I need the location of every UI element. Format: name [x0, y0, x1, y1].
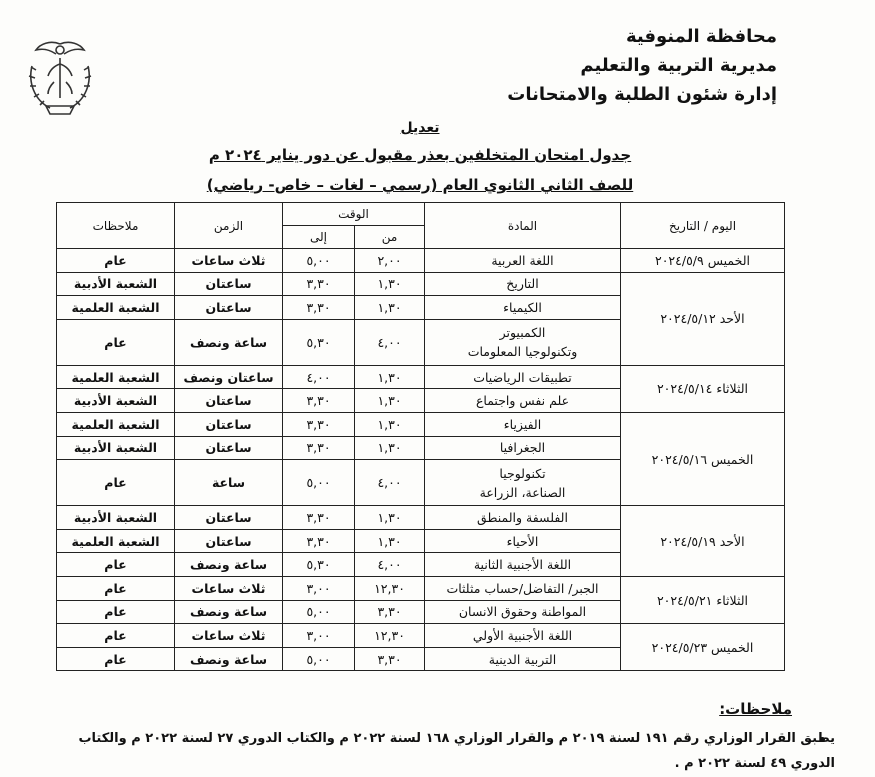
day-date-cell: الأحد ٢٠٢٤/٥/١٩	[621, 506, 785, 577]
subject-line: علم نفس واجتماع	[475, 393, 570, 409]
time-from-cell: ١٢,٣٠	[355, 576, 425, 600]
day-date-cell: الخميس ٢٠٢٤/٥/١٦	[621, 412, 785, 505]
time-from-cell: ١,٣٠	[355, 412, 425, 436]
notes-cell: عام	[57, 600, 175, 624]
time-to-cell: ٣,٣٠	[283, 436, 355, 460]
time-to-cell: ٥,٠٠	[283, 249, 355, 273]
time-to-cell: ٥,٠٠	[283, 600, 355, 624]
time-from-cell: ١,٣٠	[355, 436, 425, 460]
duration-cell: ساعة ونصف	[175, 647, 283, 671]
header-from: من	[355, 226, 425, 249]
subject-line: الكمبيوتر	[499, 325, 546, 341]
subject-line: اللغة الأجنبية الأولي	[472, 627, 573, 643]
duration-cell: ساعتان	[175, 529, 283, 553]
subject-line: الفيزياء	[503, 416, 542, 432]
subject-line: تطبيقات الرياضيات	[473, 369, 572, 385]
time-to-cell: ٤,٠٠	[283, 365, 355, 389]
notes-text: يطبق القرار الوزاري رقم ١٩١ لسنة ٢٠١٩ م والقرار الوزاري ١٦٨ لسنة ٢٠٢٢ م والكتاب الدوري ٢٧ لسنة ٢٠٢٢ م والكتاب الدوري ٤٩ لسنة ٢٠٢٢ م .	[78, 731, 835, 771]
department-name: إدارة شئون الطلبة والامتحانات	[507, 84, 777, 105]
subject-line: التربية الدينية	[488, 651, 557, 667]
notes-cell: عام	[57, 319, 175, 365]
notes-cell: الشعبة الأدبية	[57, 506, 175, 530]
directorate-header	[507, 22, 777, 109]
duration-cell: ساعتان ونصف	[175, 365, 283, 389]
duration-cell: ساعتان	[175, 389, 283, 413]
duration-cell: ساعة ونصف	[175, 553, 283, 577]
time-from-cell: ١٢,٣٠	[355, 624, 425, 648]
subject-line: الكيمياء	[503, 299, 542, 315]
notes-cell: الشعبة الأدبية	[57, 389, 175, 413]
duration-cell: ساعتان	[175, 412, 283, 436]
header-subject: المادة	[425, 203, 621, 249]
directorate-name: مديرية التربية والتعليم	[580, 55, 777, 76]
time-from-cell: ١,٣٠	[355, 389, 425, 413]
time-to-cell: ٣,٣٠	[283, 272, 355, 296]
duration-cell: ساعتان	[175, 506, 283, 530]
table-row	[57, 624, 785, 648]
time-to-cell: ٥,٠٠	[283, 647, 355, 671]
subject-cell	[425, 249, 621, 273]
subject-cell	[425, 576, 621, 600]
subject-line: التاريخ	[506, 276, 539, 292]
header-duration: الزمن	[175, 203, 283, 249]
time-to-cell: ٥,٠٠	[283, 460, 355, 506]
subject-cell	[425, 412, 621, 436]
notes-cell: عام	[57, 576, 175, 600]
notes-cell: الشعبة العلمية	[57, 296, 175, 320]
time-from-cell: ١,٣٠	[355, 529, 425, 553]
notes-heading: ملاحظات:	[719, 700, 792, 718]
duration-cell: ساعة ونصف	[175, 600, 283, 624]
subject-line: الصناعة، الزراعة	[479, 484, 566, 500]
subject-cell	[425, 460, 621, 506]
day-date-cell: الثلاثاء ٢٠٢٤/٥/١٤	[621, 365, 785, 412]
day-date-cell: الثلاثاء ٢٠٢٤/٥/٢١	[621, 576, 785, 623]
subject-line: اللغة العربية	[491, 252, 554, 268]
notes-cell: عام	[57, 647, 175, 671]
subject-cell	[425, 296, 621, 320]
notes-cell: الشعبة الأدبية	[57, 272, 175, 296]
duration-cell: ثلاث ساعات	[175, 624, 283, 648]
grade-title: للصف الثاني الثانوي العام (رسمي – لغات – خاص- رياضي)	[206, 176, 634, 194]
notes-cell: الشعبة العلمية	[57, 365, 175, 389]
duration-cell: ساعتان	[175, 272, 283, 296]
time-to-cell: ٣,٣٠	[283, 506, 355, 530]
subject-cell	[425, 529, 621, 553]
header-day-date: اليوم / التاريخ	[621, 203, 785, 249]
time-to-cell: ٥,٣٠	[283, 319, 355, 365]
time-from-cell: ٤,٠٠	[355, 553, 425, 577]
subject-line: وتكنولوجيا المعلومات	[467, 344, 578, 360]
day-date-cell: الخميس ٢٠٢٤/٥/٩	[621, 249, 785, 273]
time-from-cell: ٤,٠٠	[355, 460, 425, 506]
duration-cell: ساعتان	[175, 436, 283, 460]
subject-cell	[425, 600, 621, 624]
duration-cell: ثلاث ساعات	[175, 576, 283, 600]
time-to-cell: ٣,٣٠	[283, 412, 355, 436]
duration-cell: ساعة ونصف	[175, 319, 283, 365]
header-to: إلى	[283, 226, 355, 249]
governorate-emblem-icon	[20, 36, 100, 120]
notes-cell: الشعبة العلمية	[57, 529, 175, 553]
duration-cell: ساعة	[175, 460, 283, 506]
time-to-cell: ٣,٣٠	[283, 296, 355, 320]
subject-line: الفلسفة والمنطق	[477, 509, 568, 525]
time-to-cell: ٥,٣٠	[283, 553, 355, 577]
header-time: الوقت	[283, 203, 425, 226]
time-from-cell: ١,٣٠	[355, 506, 425, 530]
table-row	[57, 272, 785, 296]
subject-cell	[425, 647, 621, 671]
time-from-cell: ١,٣٠	[355, 365, 425, 389]
governorate-name: محافظة المنوفية	[625, 26, 777, 47]
table-row	[57, 506, 785, 530]
time-from-cell: ٢,٠٠	[355, 249, 425, 273]
table-row	[57, 576, 785, 600]
schedule-body	[57, 249, 785, 671]
duration-cell: ثلاث ساعات	[175, 249, 283, 273]
table-row	[57, 412, 785, 436]
subject-cell	[425, 272, 621, 296]
notes-cell: الشعبة الأدبية	[57, 436, 175, 460]
notes-cell: الشعبة العلمية	[57, 412, 175, 436]
time-to-cell: ٣,٠٠	[283, 576, 355, 600]
subject-line: الأحياء	[506, 533, 539, 549]
notes-cell: عام	[57, 624, 175, 648]
subject-cell	[425, 319, 621, 365]
document-titles	[150, 116, 690, 200]
subject-cell	[425, 365, 621, 389]
subject-line: المواطنة وحقوق الانسان	[458, 604, 587, 620]
table-row	[57, 365, 785, 389]
duration-cell: ساعتان	[175, 296, 283, 320]
notes-cell: عام	[57, 249, 175, 273]
subject-line: الجغرافيا	[499, 440, 546, 456]
time-from-cell: ٣,٣٠	[355, 647, 425, 671]
table-row	[57, 249, 785, 273]
time-to-cell: ٣,٠٠	[283, 624, 355, 648]
subject-cell	[425, 389, 621, 413]
time-from-cell: ١,٣٠	[355, 272, 425, 296]
time-to-cell: ٣,٣٠	[283, 389, 355, 413]
subject-line: الجبر/ التفاضل/حساب مثلثات	[446, 580, 599, 596]
amendment-title: تعديل	[400, 120, 440, 136]
notes-cell: عام	[57, 553, 175, 577]
time-from-cell: ٤,٠٠	[355, 319, 425, 365]
subject-cell	[425, 553, 621, 577]
day-date-cell: الأحد ٢٠٢٤/٥/١٢	[621, 272, 785, 365]
exam-schedule-table	[56, 202, 785, 671]
subject-cell	[425, 624, 621, 648]
subject-cell	[425, 506, 621, 530]
subject-line: تكنولوجيا	[499, 465, 546, 481]
day-date-cell: الخميس ٢٠٢٤/٥/٢٣	[621, 624, 785, 671]
subject-line: اللغة الأجنبية الثانية	[473, 557, 572, 573]
time-to-cell: ٣,٣٠	[283, 529, 355, 553]
schedule-title: جدول امتحان المتخلفين بعذر مقبول عن دور يناير ٢٠٢٤ م	[208, 146, 632, 164]
notes-cell: عام	[57, 460, 175, 506]
header-notes: ملاحظات	[57, 203, 175, 249]
time-from-cell: ٣,٣٠	[355, 600, 425, 624]
subject-cell	[425, 436, 621, 460]
time-from-cell: ١,٣٠	[355, 296, 425, 320]
